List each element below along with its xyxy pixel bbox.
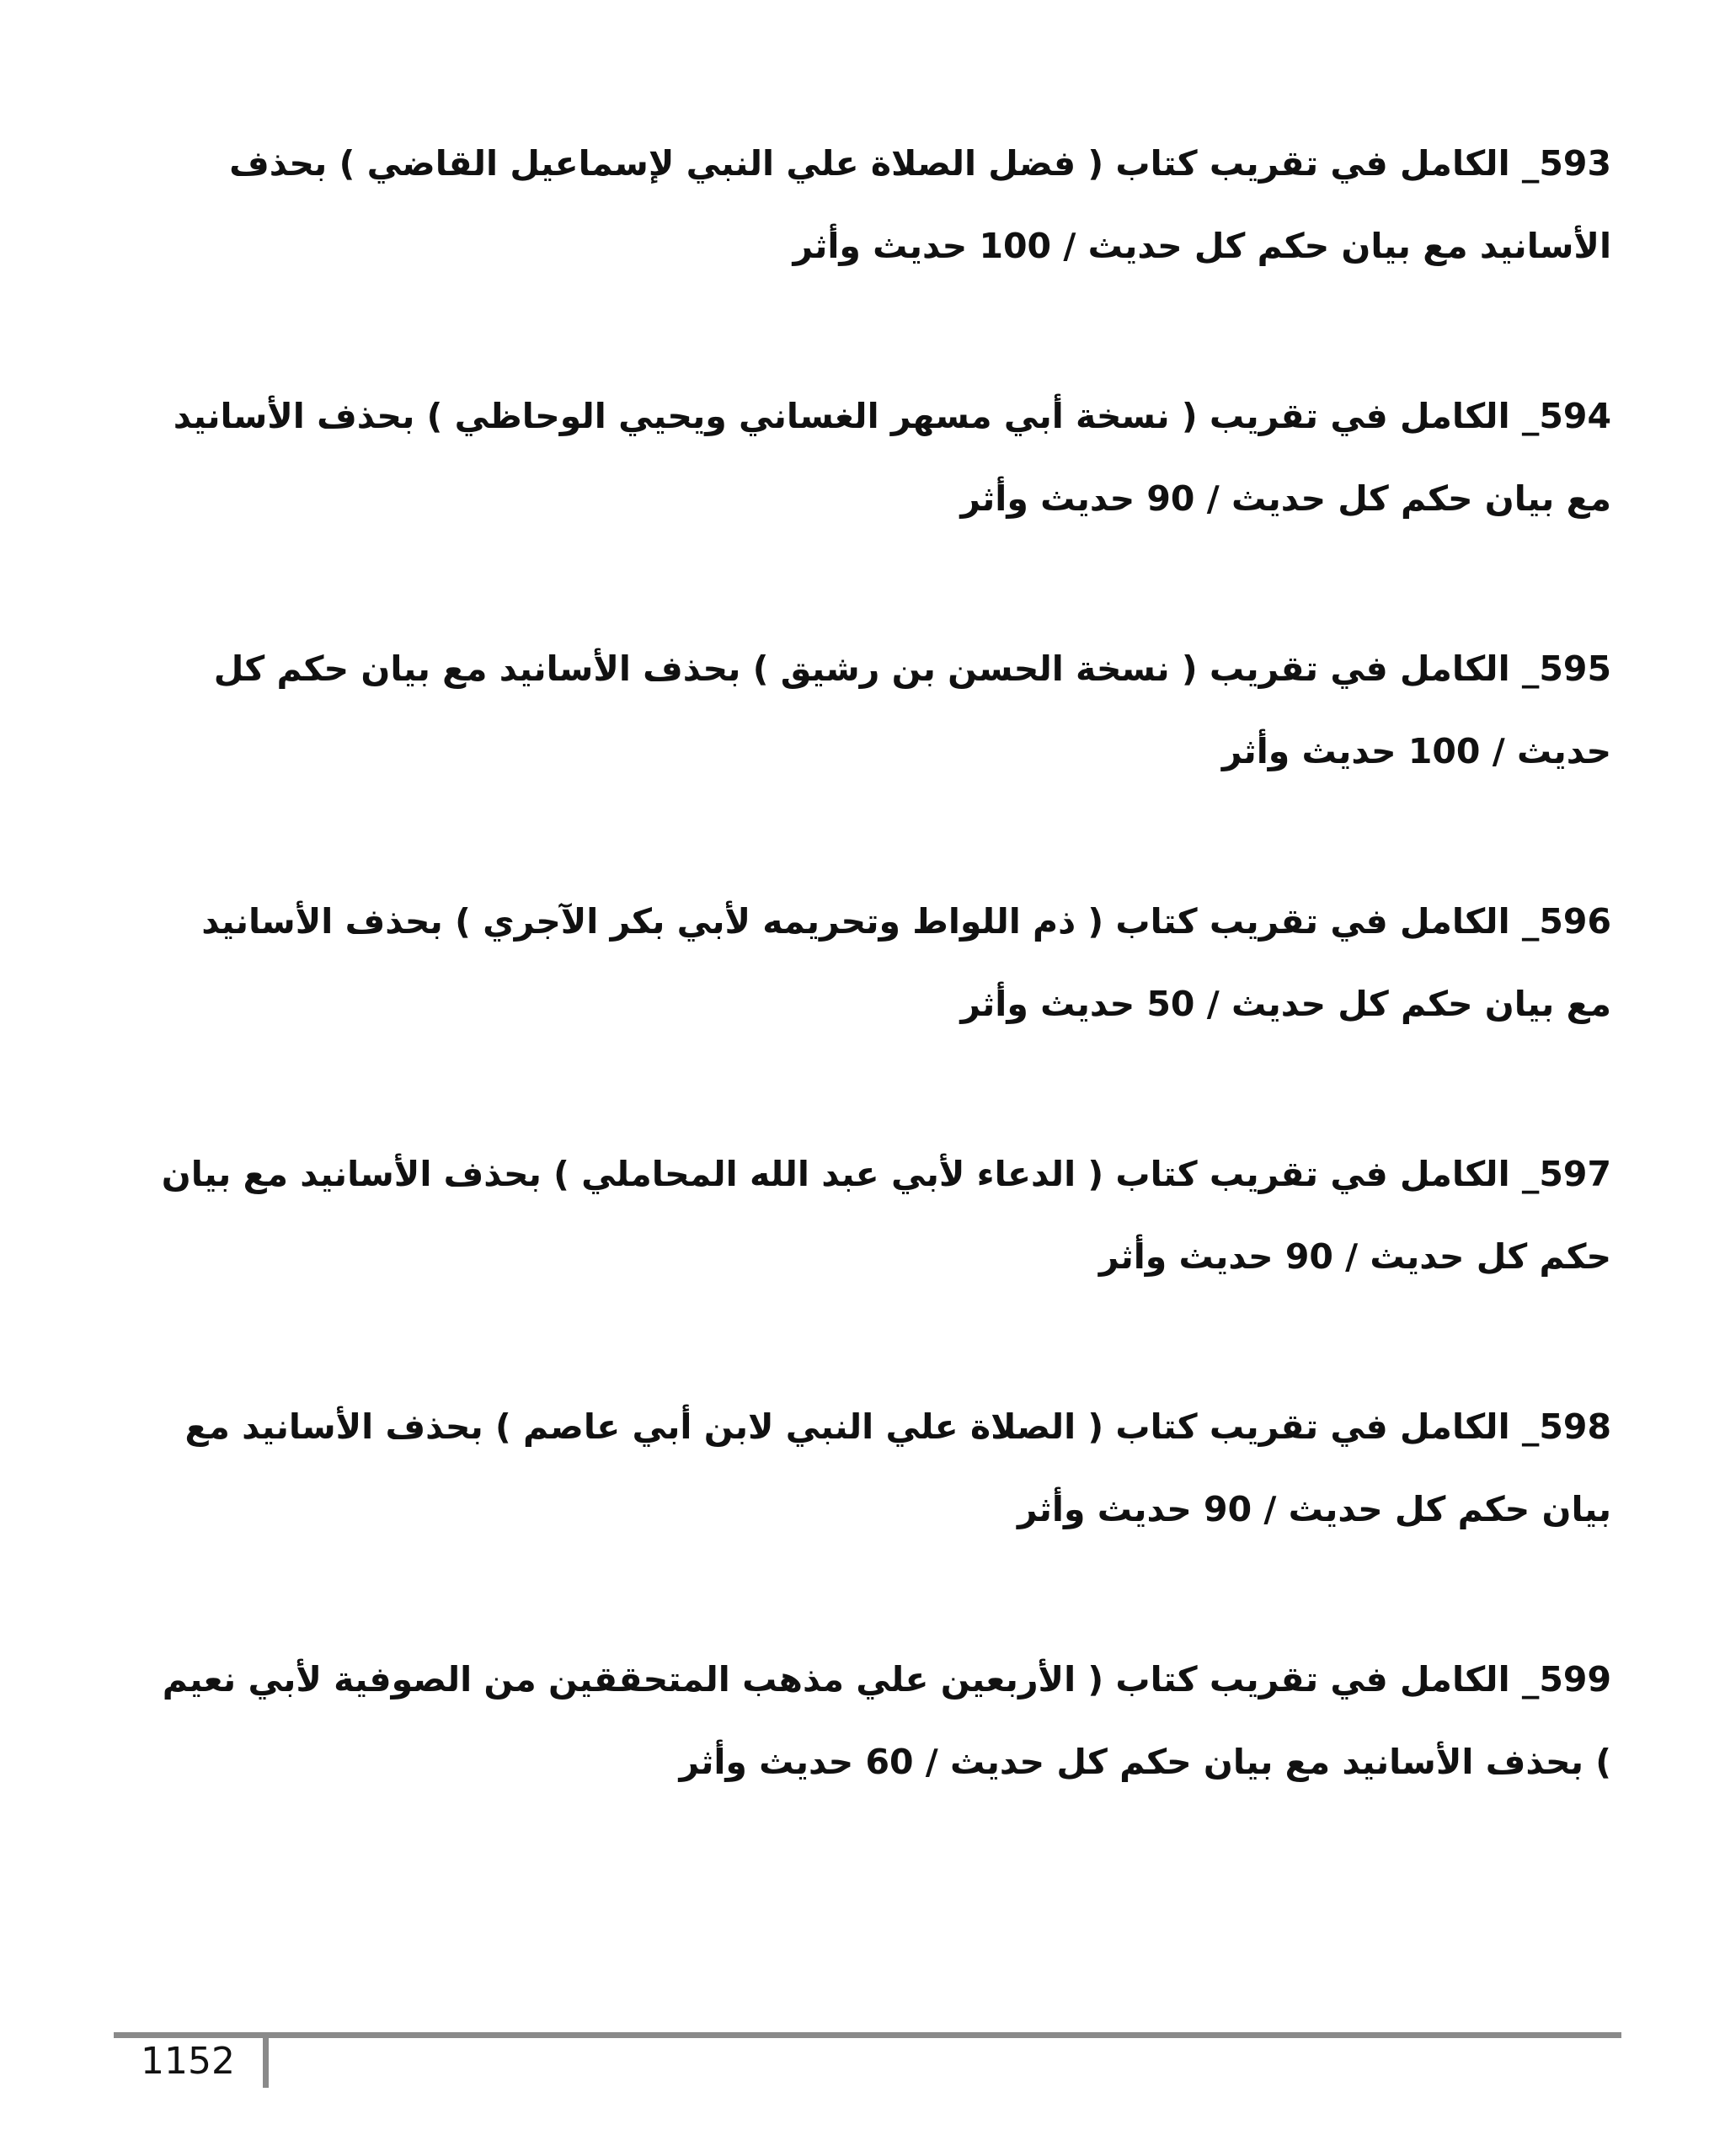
list-item: 599_ الكامل في تقريب كتاب ( الأربعين علي مذهب المتحققين من الصوفية لأبي نعيم ) بحذف الأسانيد مع بيان حكم كل حديث / 60 حديث وأثر xyxy=(162,1659,1611,1782)
footer-vertical-divider xyxy=(263,2032,269,2088)
list-item: 593_ الكامل في تقريب كتاب ( فضل الصلاة علي النبي لإسماعيل القاضي ) بحذف الأسانيد مع بيان حكم كل حديث / 100 حديث وأثر xyxy=(229,143,1611,266)
entry-list xyxy=(147,122,1611,1891)
list-item: 595_ الكامل في تقريب ( نسخة الحسن بن رشيق ) بحذف الأسانيد مع بيان حكم كل حديث / 100 حديث وأثر xyxy=(213,648,1611,771)
footer-divider xyxy=(114,2032,1621,2038)
list-item: 594_ الكامل في تقريب ( نسخة أبي مسهر الغساني ويحيي الوحاظي ) بحذف الأسانيد مع بيان حكم كل حديث / 90 حديث وأثر xyxy=(173,396,1611,519)
list-item: 596_ الكامل في تقريب كتاب ( ذم اللواط وتحريمه لأبي بكر الآجري ) بحذف الأسانيد مع بيان حكم كل حديث / 50 حديث وأثر xyxy=(201,901,1611,1024)
list-item: 597_ الكامل في تقريب كتاب ( الدعاء لأبي عبد الله المحاملي ) بحذف الأسانيد مع بيان حكم كل حديث / 90 حديث وأثر xyxy=(161,1154,1611,1277)
list-item: 598_ الكامل في تقريب كتاب ( الصلاة علي النبي لابن أبي عاصم ) بحذف الأسانيد مع بيان حكم كل حديث / 90 حديث وأثر xyxy=(184,1406,1611,1529)
page-number: 1152 xyxy=(141,2040,235,2083)
